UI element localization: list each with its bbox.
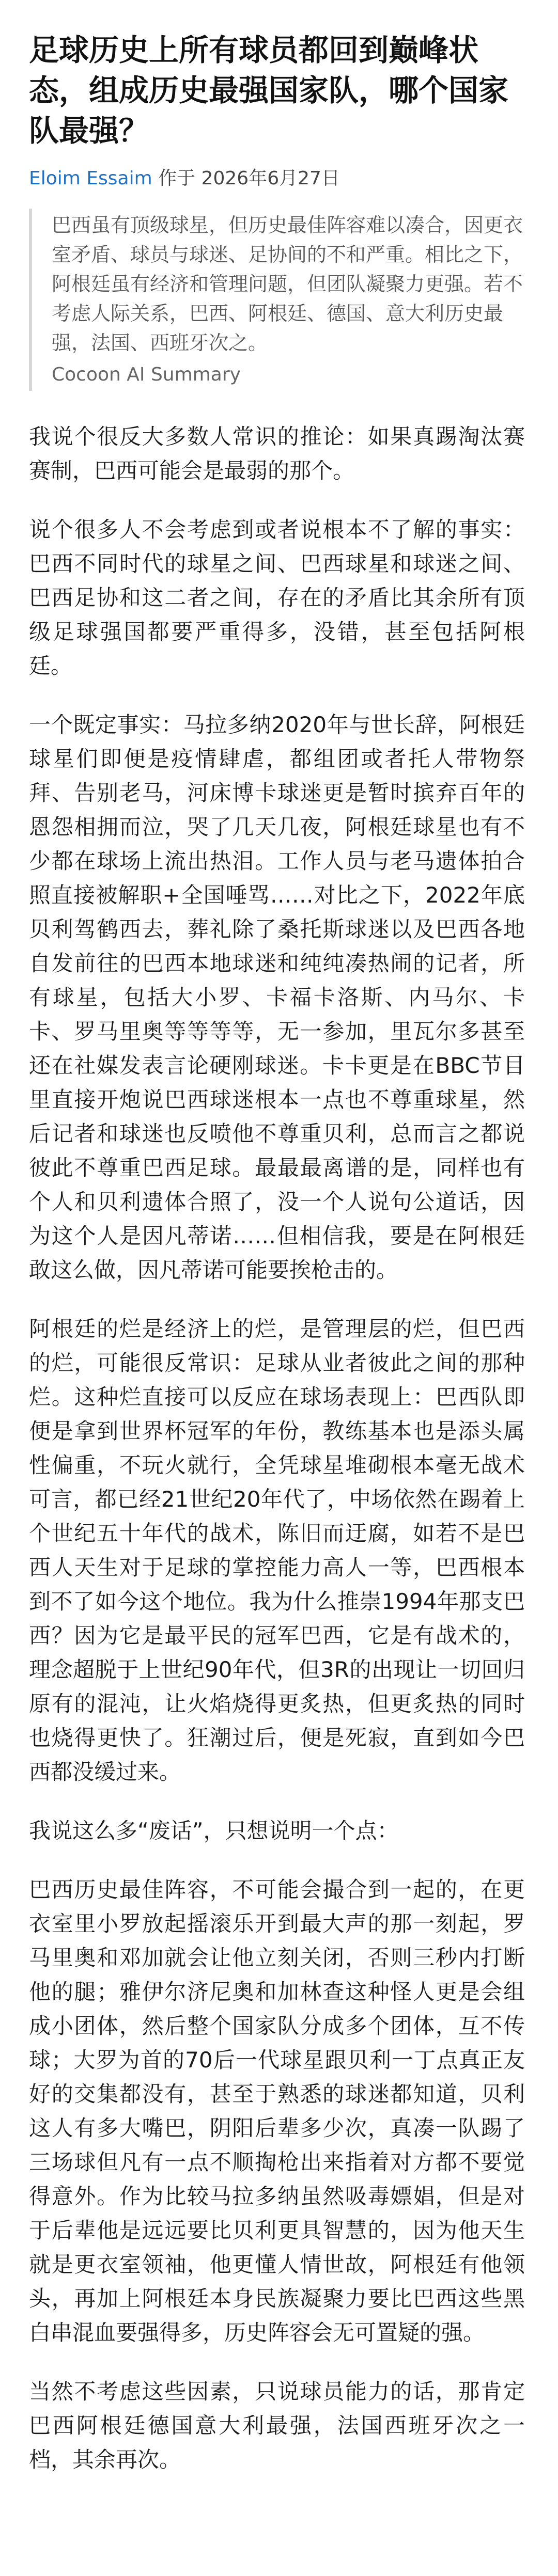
author-link[interactable]: Eloim Essaim xyxy=(29,168,152,189)
question-title[interactable]: 足球历史上所有球员都回到巅峰状态，组成历史最强国家队，哪个国家队最强？ xyxy=(29,33,509,148)
answer-paragraph: 我说个很反大多数人常识的推论：如果真踢淘汰赛赛制，巴西可能会是最弱的那个。 xyxy=(29,424,525,483)
ai-summary-block xyxy=(29,209,525,391)
answer-paragraph: 一个既定事实：马拉多纳2020年与世长辞，阿根廷球星们即便是疫情肆虐，都组团或者托人带物祭拜、告别老马，河床博卡球迷更是暂时摈弃百年的恩怨相拥而泣，哭了几天几夜，阿根廷球星也有不少都在球场上流出热泪。工作人员与老马遗体拍合照直接被解职+全国唾骂……对比之下，2022年底贝利驾鹤西去，葬礼除了桑托斯球迷以及巴西各地自发前往的巴西本地球迷和纯纯凑热闹的记者，所有球星，包括大小罗、卡福卡洛斯、内马尔、卡卡、罗马里奥等等等等，无一参加，里瓦尔多甚至还在社媒发表言论硬刚球迷。卡卡更是在BBC节目里直接开炮说巴西球迷根本一点也不尊重球星，然后记者和球迷也反喷他不尊重贝利，总而言之都说彼此不尊重巴西足球。最最最离谱的是，同样也有个人和贝利遗体合照了，没一个人说句公道话，因为这个人是因凡蒂诺……但相信我，要是在阿根廷敢这么做，因凡蒂诺可能要挨枪击的。 xyxy=(29,712,525,1283)
answer-paragraph: 当然不考虑这些因素，只说球员能力的话，那肯定巴西阿根廷德国意大利最强，法国西班牙次之一档，其余再次。 xyxy=(29,2379,525,2472)
answer-paragraph: 巴西历史最佳阵容，不可能会撮合到一起的，在更衣室里小罗放起摇滚乐开到最大声的那一刻起，罗马里奥和邓加就会让他立刻关闭，否则三秒内打断他的腿；雅伊尔济尼奥和加林查这种怪人更是会组成小团体，然后整个国家队分成多个团体，互不传球；大罗为首的70后一代球星跟贝利一丁点真正友好的交集都没有，甚至于熟悉的球迷都知道，贝利这人有多大嘴巴，阴阳后辈多少次，真凑一队踢了三场球但凡有一点不顺掏枪出来指着对方都不要觉得意外。作为比较马拉多纳虽然吸毒嫖娼，但是对于后辈他是远远要比贝利更具智慧的，因为他天生就是更衣室领袖，他更懂人情世故，阿根廷有他领头，再加上阿根廷本身民族凝聚力要比巴西这些黑白串混血要强得多，历史阵容会无可置疑的强。 xyxy=(29,1877,525,2345)
answer-body xyxy=(29,420,525,2477)
ai-summary-text: 巴西虽有顶级球星，但历史最佳阵容难以凑合，因更衣室矛盾、球员与球迷、足协间的不和严重。相比之下，阿根廷虽有经济和管理问题，但团队凝聚力更强。若不考虑人际关系，巴西、阿根廷、德国、意大利历史最强，法国、西班牙次之。 xyxy=(52,214,523,354)
answer-paragraph: 说个很多人不会考虑到或者说根本不了解的事实：巴西不同时代的球星之间、巴西球星和球迷之间、巴西足协和这二者之间，存在的矛盾比其余所有顶级足球强国都要严重得多，没错，甚至包括阿根廷。 xyxy=(29,517,525,678)
ai-summary-source: Cocoon AI Summary xyxy=(52,364,241,385)
answer-paragraph: 我说这么多“废话”，只想说明一个点： xyxy=(29,1818,399,1843)
post-date: 作于 2026年6月27日 xyxy=(158,168,340,189)
answer-paragraph: 阿根廷的烂是经济上的烂，是管理层的烂，但巴西的烂，可能很反常识：足球从业者彼此之间的那种烂。这种烂直接可以反应在球场表现上：巴西队即便是拿到世界杯冠军的年份，教练基本也是添头属性偏重，不玩火就行，全凭球星堆砌根本毫无战术可言，都已经21世纪20年代了，中场依然在踢着上个世纪五十年代的战术，陈旧而迂腐，如若不是巴西人天生对于足球的掌控能力高人一等，巴西根本到不了如今这个地位。我为什么推崇1994年那支巴西？因为它是最平民的冠军巴西，它是有战术的，理念超脱于上世纪90年代，但3R的出现让一切回归原有的混沌，让火焰烧得更炙热，但更炙热的同时也烧得更快了。狂潮过后，便是死寂，直到如今巴西都没缓过来。 xyxy=(29,1316,525,1784)
byline xyxy=(29,166,525,191)
